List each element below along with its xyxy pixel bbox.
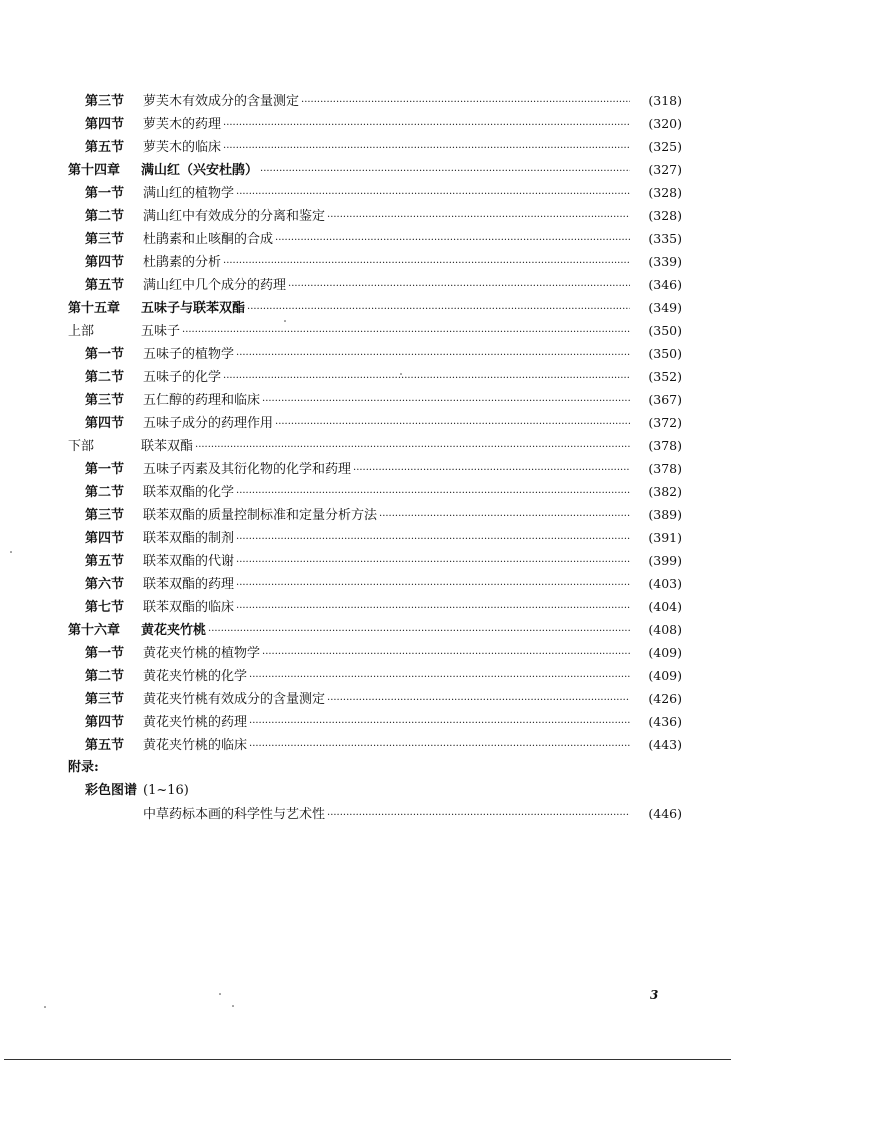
toc-entry-page: (339) bbox=[648, 254, 682, 269]
toc-entry-number: 第五节 bbox=[85, 140, 125, 155]
toc-section-row bbox=[68, 779, 682, 802]
dot-leader bbox=[236, 596, 630, 608]
scan-speck bbox=[400, 373, 402, 375]
toc-entry-number: 第六节 bbox=[85, 577, 125, 592]
toc-entry-page: (446) bbox=[648, 806, 682, 821]
toc-entry-number: 第一节 bbox=[85, 646, 125, 661]
toc-entry-page: (378) bbox=[648, 438, 682, 453]
toc-entry-title: 联苯双酯的制剂 bbox=[143, 531, 235, 546]
toc-entry-title: 联苯双酯的化学 bbox=[143, 485, 235, 500]
toc-entry-page: (409) bbox=[648, 668, 682, 683]
toc-entry-title: 萝芙木有效成分的含量测定 bbox=[143, 94, 300, 109]
toc-entry-page: (346) bbox=[648, 277, 682, 292]
toc-entry-title: 黄花夹竹桃有效成分的含量测定 bbox=[143, 692, 326, 707]
toc-entry-number: 附录: bbox=[68, 760, 99, 775]
toc-section-row bbox=[68, 549, 682, 572]
toc-entry-title: 五味子 bbox=[141, 324, 181, 339]
toc-entry-number: 第二节 bbox=[85, 669, 125, 684]
toc-chapter-row bbox=[68, 434, 682, 457]
toc-entry-title: 五味子与联苯双酯 bbox=[141, 301, 246, 316]
toc-section-row bbox=[68, 227, 682, 250]
toc-entry-title: 联苯双酯的药理 bbox=[143, 577, 235, 592]
toc-entry-number: 第十四章 bbox=[68, 163, 121, 178]
toc-entry-title: 五味子丙素及其衍化物的化学和药理 bbox=[143, 462, 352, 477]
toc-entry-number: 第五节 bbox=[85, 278, 125, 293]
dot-leader bbox=[353, 458, 630, 470]
toc-entry-title: 满山红中几个成分的药理 bbox=[143, 278, 287, 293]
toc-entry-title: 黄花夹竹桃的植物学 bbox=[143, 646, 261, 661]
dot-leader bbox=[223, 366, 630, 378]
toc-entry-number: 上部 bbox=[68, 324, 95, 339]
toc-section-row bbox=[68, 89, 682, 112]
scan-speck bbox=[44, 1006, 46, 1008]
toc-entry-title: 萝芙木的临床 bbox=[143, 140, 222, 155]
toc-entry-page: (378) bbox=[648, 461, 682, 476]
dot-leader bbox=[236, 343, 630, 355]
toc-section-row bbox=[68, 388, 682, 411]
toc-section-row bbox=[68, 411, 682, 434]
toc-chapter-row bbox=[68, 319, 682, 342]
toc-entry-title: 五味子的化学 bbox=[143, 370, 222, 385]
dot-leader bbox=[327, 688, 630, 700]
toc-entry-number: 第四节 bbox=[85, 416, 125, 431]
dot-leader bbox=[182, 320, 630, 332]
toc-chapter-row bbox=[68, 158, 682, 181]
toc-entry-page: (325) bbox=[648, 139, 682, 154]
toc-entry-number: 第十六章 bbox=[68, 623, 121, 638]
toc-entry-page: (408) bbox=[648, 622, 682, 637]
toc-entry-number: 下部 bbox=[68, 439, 95, 454]
toc-entry-page: (350) bbox=[648, 323, 682, 338]
dot-leader bbox=[249, 734, 630, 746]
toc-entry-number: 第十五章 bbox=[68, 301, 121, 316]
toc-entry-title: 五味子的植物学 bbox=[143, 347, 235, 362]
dot-leader bbox=[249, 711, 630, 723]
toc-section-row bbox=[68, 503, 682, 526]
toc-section-row bbox=[68, 135, 682, 158]
dot-leader bbox=[288, 274, 630, 286]
toc-section-row bbox=[68, 595, 682, 618]
dot-leader bbox=[223, 251, 630, 263]
toc-section-row bbox=[68, 112, 682, 135]
scan-speck bbox=[219, 993, 221, 995]
dot-leader bbox=[379, 504, 630, 516]
toc-entry-number: 第三节 bbox=[85, 508, 125, 523]
toc-section-row bbox=[68, 687, 682, 710]
toc-entry-page: (436) bbox=[648, 714, 682, 729]
toc-entry-page: (350) bbox=[648, 346, 682, 361]
toc-entry-title: 满山红的植物学 bbox=[143, 186, 235, 201]
toc-entry-page: (389) bbox=[648, 507, 682, 522]
toc-entry-title: (1~16) bbox=[143, 783, 189, 798]
toc-entry-title: 联苯双酯 bbox=[141, 439, 194, 454]
toc-section-row bbox=[68, 365, 682, 388]
toc-entry-title: 黄花夹竹桃 bbox=[141, 623, 207, 638]
toc-section-row bbox=[68, 710, 682, 733]
toc-entry-number: 第五节 bbox=[85, 554, 125, 569]
toc-entry-number: 第一节 bbox=[85, 462, 125, 477]
dot-leader bbox=[195, 435, 630, 447]
toc-chapter-row bbox=[68, 756, 682, 779]
toc-entry-page: (328) bbox=[648, 185, 682, 200]
toc-entry-number: 第二节 bbox=[85, 370, 125, 385]
toc-section-row bbox=[68, 641, 682, 664]
toc-section-row bbox=[68, 572, 682, 595]
toc-entry-number: 第三节 bbox=[85, 94, 125, 109]
toc-entry-title: 满山红（兴安杜鹃） bbox=[141, 163, 259, 178]
toc-entry-title: 黄花夹竹桃的临床 bbox=[143, 738, 248, 753]
toc-entry-number: 第四节 bbox=[85, 531, 125, 546]
toc-entry-page: (349) bbox=[648, 300, 682, 315]
dot-leader bbox=[247, 297, 630, 309]
dot-leader bbox=[236, 527, 630, 539]
toc-section-row bbox=[68, 342, 682, 365]
toc-entry-number: 第三节 bbox=[85, 692, 125, 707]
toc-entry-title: 五味子成分的药理作用 bbox=[143, 416, 274, 431]
toc-entry-title: 五仁醇的药理和临床 bbox=[143, 393, 261, 408]
dot-leader bbox=[208, 619, 630, 631]
scan-speck bbox=[10, 551, 12, 553]
toc-section-row bbox=[68, 526, 682, 549]
table-of-contents bbox=[68, 89, 682, 825]
toc-entry-page: (382) bbox=[648, 484, 682, 499]
dot-leader bbox=[236, 573, 630, 585]
toc-entry-page: (367) bbox=[648, 392, 682, 407]
toc-entry-page: (391) bbox=[648, 530, 682, 545]
toc-section-row bbox=[68, 664, 682, 687]
dot-leader bbox=[275, 228, 630, 240]
toc-entry-page: (404) bbox=[648, 599, 682, 614]
toc-entry-number: 第一节 bbox=[85, 186, 125, 201]
toc-entry-number: 第二节 bbox=[85, 485, 125, 500]
toc-entry-title: 黄花夹竹桃的药理 bbox=[143, 715, 248, 730]
scan-speck bbox=[232, 1005, 234, 1007]
toc-section-row bbox=[68, 480, 682, 503]
toc-entry-number: 第三节 bbox=[85, 232, 125, 247]
toc-section-row bbox=[68, 802, 682, 825]
toc-entry-title: 黄花夹竹桃的化学 bbox=[143, 669, 248, 684]
toc-entry-number: 第四节 bbox=[85, 255, 125, 270]
toc-entry-page: (335) bbox=[648, 231, 682, 246]
toc-entry-page: (372) bbox=[648, 415, 682, 430]
toc-section-row bbox=[68, 250, 682, 273]
dot-leader bbox=[223, 136, 630, 148]
dot-leader bbox=[301, 90, 630, 102]
dot-leader bbox=[236, 550, 630, 562]
toc-chapter-row bbox=[68, 296, 682, 319]
toc-entry-page: (327) bbox=[648, 162, 682, 177]
toc-entry-number: 第二节 bbox=[85, 209, 125, 224]
toc-entry-page: (328) bbox=[648, 208, 682, 223]
toc-entry-page: (318) bbox=[648, 93, 682, 108]
scan-speck bbox=[284, 320, 286, 322]
page-number: 3 bbox=[650, 988, 659, 1002]
toc-entry-title: 联苯双酯的临床 bbox=[143, 600, 235, 615]
dot-leader bbox=[327, 205, 630, 217]
toc-entry-number: 第七节 bbox=[85, 600, 125, 615]
toc-section-row bbox=[68, 733, 682, 756]
toc-entry-title: 联苯双酯的代谢 bbox=[143, 554, 235, 569]
toc-section-row bbox=[68, 457, 682, 480]
toc-entry-title: 杜鹃素的分析 bbox=[143, 255, 222, 270]
dot-leader bbox=[262, 389, 630, 401]
toc-entry-number: 彩色图谱 bbox=[85, 783, 138, 798]
toc-entry-page: (320) bbox=[648, 116, 682, 131]
bottom-rule bbox=[4, 1059, 731, 1060]
dot-leader bbox=[236, 481, 630, 493]
toc-entry-page: (352) bbox=[648, 369, 682, 384]
toc-chapter-row bbox=[68, 618, 682, 641]
toc-entry-title: 联苯双酯的质量控制标准和定量分析方法 bbox=[143, 508, 378, 523]
toc-section-row bbox=[68, 204, 682, 227]
toc-entry-page: (426) bbox=[648, 691, 682, 706]
dot-leader bbox=[249, 665, 630, 677]
dot-leader bbox=[223, 113, 630, 125]
toc-entry-title: 杜鹃素和止咳酮的合成 bbox=[143, 232, 274, 247]
toc-entry-page: (443) bbox=[648, 737, 682, 752]
toc-entry-page: (409) bbox=[648, 645, 682, 660]
toc-entry-title: 中草药标本画的科学性与艺术性 bbox=[143, 807, 326, 822]
toc-entry-title: 萝芙木的药理 bbox=[143, 117, 222, 132]
toc-entry-page: (403) bbox=[648, 576, 682, 591]
toc-entry-number: 第四节 bbox=[85, 117, 125, 132]
toc-entry-page: (399) bbox=[648, 553, 682, 568]
dot-leader bbox=[262, 642, 630, 654]
toc-entry-number: 第三节 bbox=[85, 393, 125, 408]
dot-leader bbox=[275, 412, 630, 424]
dot-leader bbox=[260, 159, 630, 171]
toc-entry-title: 满山红中有效成分的分离和鉴定 bbox=[143, 209, 326, 224]
toc-section-row bbox=[68, 181, 682, 204]
toc-entry-number: 第一节 bbox=[85, 347, 125, 362]
toc-section-row bbox=[68, 273, 682, 296]
dot-leader bbox=[327, 803, 630, 815]
toc-entry-number: 第四节 bbox=[85, 715, 125, 730]
dot-leader bbox=[236, 182, 630, 194]
toc-entry-number: 第五节 bbox=[85, 738, 125, 753]
